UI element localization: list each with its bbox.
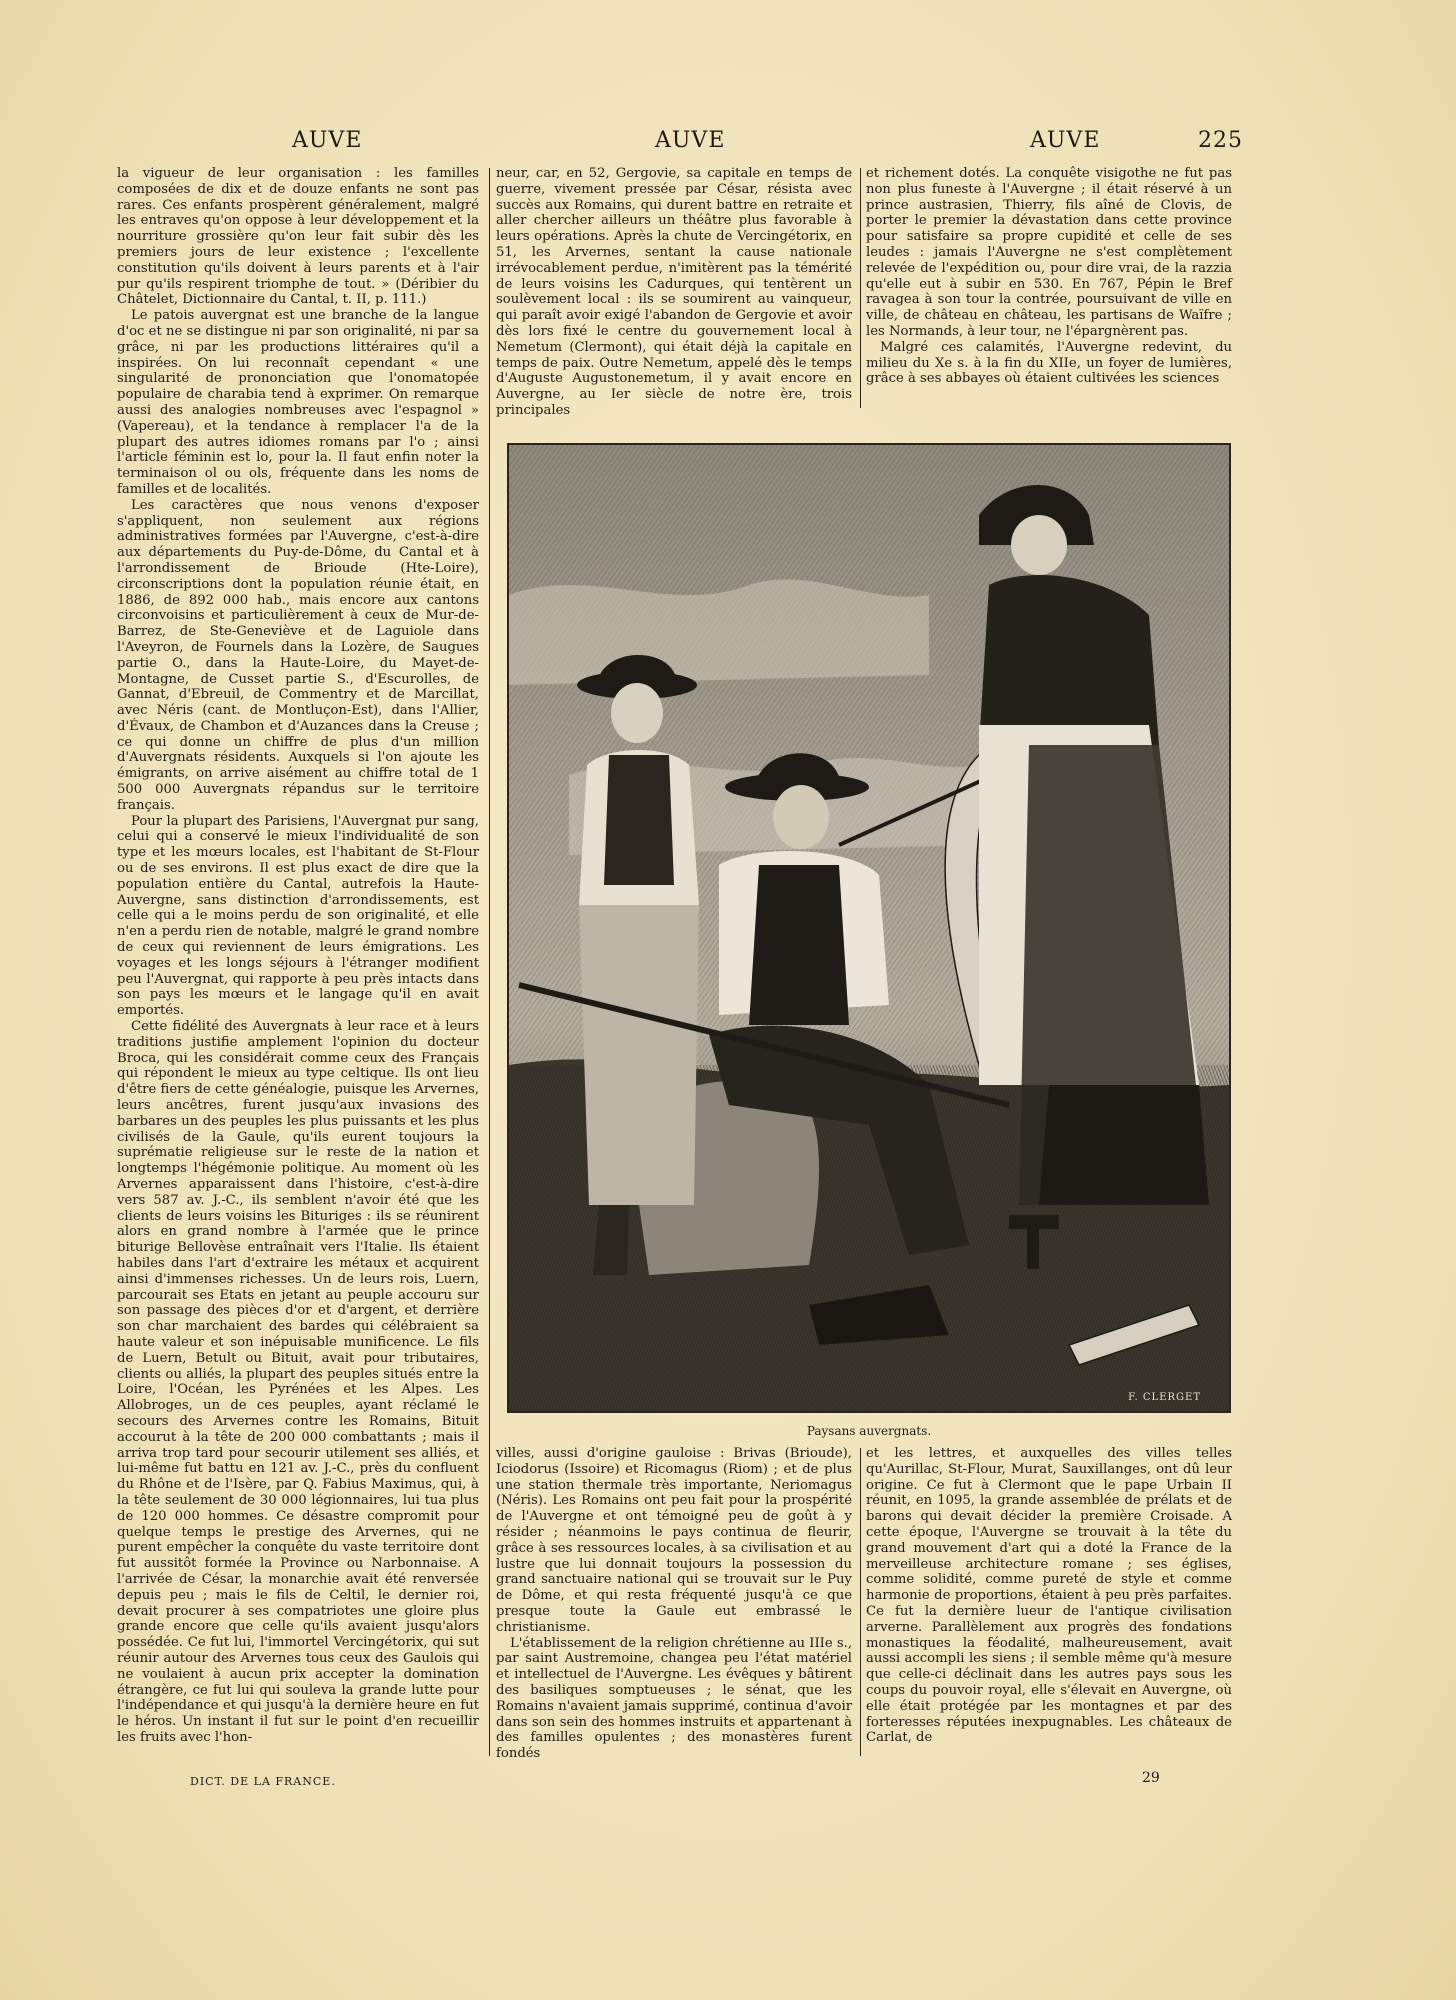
col2-paragraph: L'établissement de la religion chrétienne au IIIe s., par saint Austremoine, changea peu l'état matériel et intellectuel de l'Auvergne. Les évêques y bâtirent des basiliques somptueuses ; le sénat, que les Romains n'avaient jamais supprimé, continua d'avoir dans son sein des hommes instruits et appartenant à des familles opulentes ; des monastères furent fondés (496, 1635, 853, 1762)
signature-number: 29 (1142, 1770, 1160, 1786)
col3-paragraph: et les lettres, et auxquelles des villes telles qu'Aurillac, St-Flour, Murat, Sauxillanges, ont dû leur origine. Ce fut à Clermont que le pape Urbain II réunit, en 1095, la grande assemblée de prélats et de barons qui devait décider la première Croisade. A cette époque, l'Auvergne se trouvait à la tête du grand mouvement d'art qui a doté la France de la merveilleuse architecture romane ; ses églises, comme solidité, comme pureté de style et comme harmonie de proportions, étaient à peu près parfaites. Ce fut la dernière lueur de l'antique civilisation arverne. Parallèlement aux progrès des fondations monastiques la féodalité, malheureusement, avait aussi accompli les siens ; il semble même qu'à mesure que celle-ci déclinait dans les autres pays sous les coups du pouvoir royal, elle s'élevait en Auvergne, où elle était protégée par les montagnes et par des forteresses réputées inexpugnables. Les châteaux de Carlat, de (866, 1446, 1232, 1746)
column-rule-left (489, 168, 490, 1756)
column-2-top (496, 166, 852, 418)
engraver-signature: F. CLERGET (1128, 1392, 1201, 1403)
footer-left: DICT. DE LA FRANCE. (190, 1775, 336, 1788)
col1-paragraph: Les caractères que nous venons d'exposer s'appliquent, non seulement aux régions administratives formées par l'Auvergne, c'est-à-dire aux départements du Puy-de-Dôme, du Cantal et à l'arrondissement de Brioude (Hte-Loire), circonscriptions dont la population réunie était, en 1886, de 892 000 hab., mais encore aux cantons circonvoisins et particulièrement à ceux de Mur-de-Barrez, de Ste-Geneviève et de Laguiole dans l'Aveyron, de Fournels dans la Lozère, de Saugues partie O., dans la Haute-Loire, du Mayet-de-Montagne, de Cusset partie S., d'Escurolles, de Gannat, d'Ebreuil, de Commentry et de Marcillat, avec Néris (cant. de Montluçon-Est), dans l'Allier, d'Évaux, de Chambon et d'Auzances dans la Creuse ; ce qui donne un chiffre de plus d'un million d'Auvergnats résidents. Auxquels si l'on ajoute les émigrants, on arrive aisément au chiffre total de 1 500 000 Auvergnats répandus sur le territoire français. (117, 497, 479, 813)
column-3-top (866, 166, 1232, 410)
engraving-illustration (509, 445, 1229, 1411)
col1-paragraph: Pour la plupart des Parisiens, l'Auvergnat pur sang, celui qui a conservé le mieux l'individualité de son type et les mœurs locales, est l'habitant de St-Flour ou de ses environs. Il est plus exact de dire que la population entière du Cantal, autrefois la Haute-Auvergne, sans distinction d'arrondissements, est celle qui a le moins perdu de son originalité, et elle n'en a perdu rien de notable, malgré le grand nombre de ceux qui reviennent de leurs émigrations. Les voyages et les longs séjours à l'étranger modifient peu l'Auvergnat, qui rapporte à peu près intacts dans son pays les mœurs et le langage qu'il en avait emportés. (117, 813, 479, 1019)
illustration-plate (507, 443, 1231, 1413)
col3-paragraph: Malgré ces calamités, l'Auvergne redevint, du milieu du Xe s. à la fin du XIIe, un foyer de lumières, grâce à ses abbayes où étaient cultivées les sciences (866, 339, 1232, 387)
col3-paragraph: et richement dotés. La conquête visigothe ne fut pas non plus funeste à l'Auvergne ; il était réservé à un prince austrasien, Thierry, fils aîné de Clovis, de porter le premier la dévastation dans cette province pour satisfaire sa propre cupidité et celle de ses leudes : jamais l'Auvergne ne s'est complètement relevée de l'expédition ou, pour dire vrai, de la razzia qu'elle eut à subir en 530. En 767, Pépin le Bref ravagea à son tour la contrée, poursuivant de ville en ville, de château en château, les partisans de Waïfre ; les Normands, à leur tour, ne l'épargnèrent pas. (866, 166, 1232, 339)
page-number: 225 (1198, 128, 1243, 153)
col2-paragraph: neur, car, en 52, Gergovie, sa capitale en temps de guerre, vivement pressée par César, résista avec succès aux Romains, qui durent battre en retraite et aller chercher ailleurs un théâtre plus favorable à leurs opérations. Après la chute de Vercingétorix, en 51, les Arvernes, sentant la cause nationale irrévocablement perdue, n'imitèrent pas la témérité de leurs voisins les Cadurques, qui tentèrent un soulèvement local : ils se soumirent au vainqueur, qui paraît avoir exigé l'abandon de Gergovie et avoir dès lors fixé le centre du gouvernement local à Nemetum (Clermont), qui était déjà la capitale en temps de paix. Outre Nemetum, appelé dès le temps d'Auguste Augustonemetum, il y avait encore en Auvergne, au Ier siècle de notre ère, trois principales (496, 166, 852, 418)
column-2-bottom (496, 1446, 853, 1762)
header-center: AUVE (655, 128, 726, 153)
column-rule-right-top (860, 168, 861, 408)
header-right: AUVE (1030, 128, 1101, 153)
illustration-caption: Paysans auvergnats. (806, 1424, 932, 1438)
column-1 (117, 166, 479, 1758)
header-left: AUVE (292, 128, 363, 153)
col2-paragraph: villes, aussi d'origine gauloise : Brivas (Brioude), Iciodorus (Issoire) et Ricomagus (Riom) ; et de plus une station thermale très importante, Neriomagus (Néris). Les Romains ont peu fait pour la prospérité de l'Auvergne et ont témoigné peu de goût à y résider ; néanmoins le pays continua de fleurir, grâce à ses ressources locales, à sa civilisation et au lustre que lui donnait toujours la possession du grand sanctuaire national qui se trouvait sur le Puy de Dôme, et qui resta fréquenté jusqu'à ce que presque toute la Gaule eut embrassé le christianisme. (496, 1446, 852, 1635)
column-3-bottom (866, 1446, 1232, 1758)
col1-paragraph: Le patois auvergnat est une branche de la langue d'oc et ne se distingue ni par son originalité, ni par sa grâce, ni par les productions littéraires qu'il a inspirées. On lui reconnaît cependant « une singularité de prononciation que l'onomatopée populaire de charabia tend à exprimer. On remarque aussi des analogies nombreuses avec l'espagnol » (Vapereau), et la tendance à remplacer l'a de la plupart des autres idiomes romans par l'o ; ainsi l'article féminin est lo, pour la. Il faut enfin noter la terminaison ol ou ols, fréquente dans les noms de familles et de localités. (117, 308, 479, 497)
col1-paragraph: la vigueur de leur organisation : les familles composées de dix et de douze enfants ne sont pas rares. Ces enfants prospèrent généralement, malgré les entraves qu'on oppose à leur développement et la nourriture grossière qu'on leur fait subir dès les premiers jours de leur existence ; l'excellente constitution qu'ils doivent à leurs parents et à l'air pur qu'ils respirent triomphe de tout. » (Déribier du Châtelet, Dictionnaire du Cantal, t. II, p. 111.) (117, 166, 479, 308)
column-rule-right-bottom (860, 1448, 861, 1756)
col1-paragraph: Cette fidélité des Auvergnats à leur race et à leurs traditions justifie amplement l'opinion du docteur Broca, qui les considérait comme ceux des Français qui répondent le mieux au type celtique. Ils ont lieu d'être fiers de cette généalogie, puisque les Arvernes, leurs ancêtres, furent jusqu'aux invasions des barbares un des peuples les plus puissants et les plus civilisés de la Gaule, qu'ils eurent toujours la suprématie religieuse sur le reste de la nation et longtemps l'hégémonie politique. Au moment où les Arvernes apparaissent dans l'histoire, c'est-à-dire vers 587 av. J.-C., ils semblent n'avoir été que les clients de leurs voisins les Bituriges : ils se réunirent alors en grand nombre à l'armée que le prince biturige Bellovèse entraînait vers l'Italie. Ils étaient habiles dans l'art d'extraire les métaux et acquirent ainsi d'immenses richesses. Un de leurs rois, Luern, parcourait ses Etats en jetant au peuple accouru sur son passage des pièces d'or et d'argent, et derrière son char marchaient des bardes qui célébraient sa haute valeur et son inépuisable munificence. Le fils de Luern, Betult ou Bituit, avait pour tributaires, clients ou alliés, la plupart des peuples situés entre la Loire, l'Océan, les Pyrénées et les Alpes. Les Allobroges, un de ces peuples, ayant réclamé le secours des Arvernes contre les Romains, Bituit accourut à la tête de 200 000 combattants ; mais il arriva trop tard pour secourir utilement ses alliés, et lui-même fut battu en 121 av. J.-C., près du confluent du Rhône et de l'Isère, par Q. Fabius Maximus, qui, à la tête seulement de 30 000 légionnaires, lui tua plus de 120 000 hommes. Ce désastre compromit pour quelque temps le prestige des Arvernes, qui ne purent empêcher la conquête du vaste territoire dont fut aussitôt formée la Province ou Narbonnaise. A l'arrivée de César, la monarchie avait été renversée depuis peu ; mais le fils de Celtil, le dernier roi, devait procurer à ses compatriotes une gloire plus grande encore que celle qu'ils avaient jusqu'alors possédée. Ce fut lui, l'immortel Vercingétorix, qui sut réunir autour des Arvernes tous ceux des Gaulois qui ne voulaient à aucun prix accepter la domination étrangère, ce fut lui qui souleva la grande lutte pour l'indépendance et qui jusqu'à la dernière heure en fut le héros. Un instant il fut sur le point d'en recueillir les fruits avec l'hon- (117, 1019, 479, 1745)
